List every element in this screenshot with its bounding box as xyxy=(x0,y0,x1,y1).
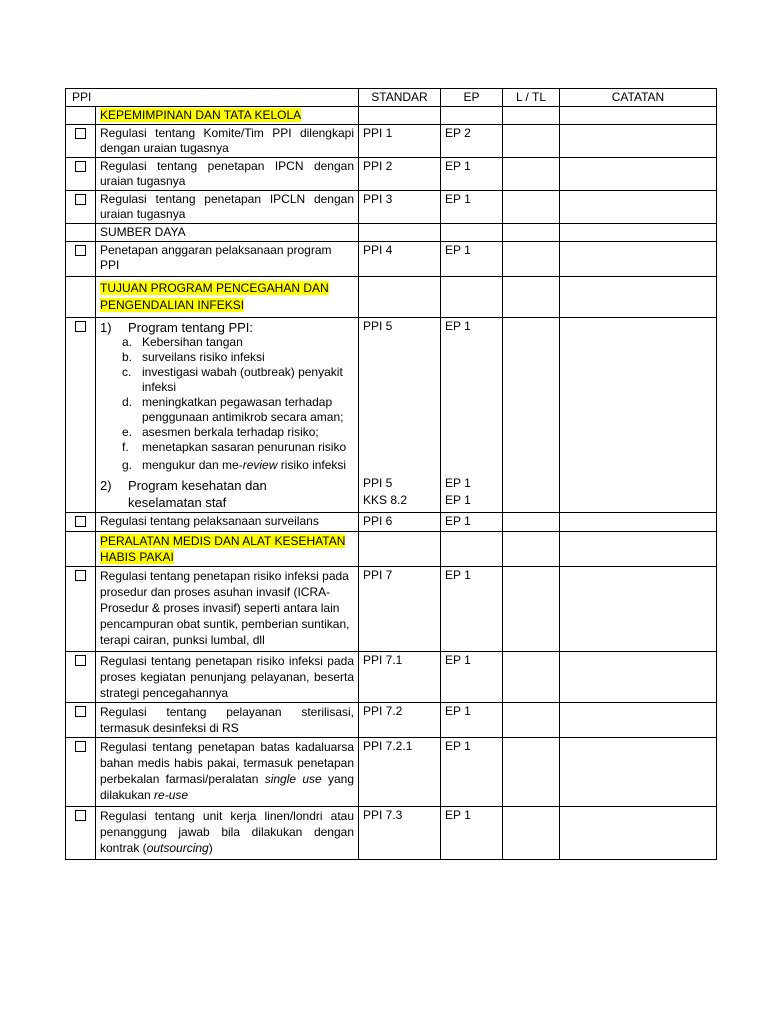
section-title-line1: PERALATAN MEDIS DAN ALAT KESEHATAN xyxy=(100,534,346,548)
section-title: KEPEMIMPINAN DAN TATA KELOLA xyxy=(100,108,302,122)
list-item: f. menetapkan sasaran penurunan risiko xyxy=(122,440,347,454)
checkbox[interactable] xyxy=(75,194,86,205)
checkbox[interactable] xyxy=(75,706,86,717)
checkbox[interactable] xyxy=(75,516,86,527)
ltl-cell[interactable] xyxy=(503,158,560,191)
list-item: g. mengukur dan me-review risiko infeksi xyxy=(122,458,347,472)
table-row xyxy=(66,242,717,277)
list-item: c. investigasi wabah (outbreak) penyakit infeksi xyxy=(122,365,343,394)
catatan-cell[interactable] xyxy=(560,807,717,860)
checkbox[interactable] xyxy=(75,810,86,821)
header-ltl: L / TL xyxy=(503,89,560,107)
ppi-checklist-table xyxy=(65,88,717,860)
ltl-cell[interactable] xyxy=(503,652,560,703)
row-text: Regulasi tentang penetapan risiko infeksi pada prosedur dan proses asuhan invasif (ICRA-Prosedur & proses invasif) seperti antara lain pencampuran obat suntik, pemberian suntikan, terapi cairan, punksi lumbal, dll xyxy=(96,567,359,652)
row-ep: EP 1 xyxy=(441,738,503,807)
ltl-cell[interactable] xyxy=(503,513,560,532)
row-ep: EP 2 xyxy=(441,125,503,158)
list-item: a. Kebersihan tangan xyxy=(122,335,243,349)
section-title-line1: TUJUAN PROGRAM PENCEGAHAN DAN xyxy=(100,281,329,295)
catatan-cell[interactable] xyxy=(560,158,717,191)
catatan-cell[interactable] xyxy=(560,652,717,703)
row-ep: EP 1 xyxy=(441,191,503,224)
row-text: Regulasi tentang pelayanan sterilisasi, termasuk desinfeksi di RS xyxy=(96,703,359,738)
row-ep: EP 1 xyxy=(441,242,503,277)
ltl-cell[interactable] xyxy=(503,125,560,158)
row-text: Regulasi tentang unit kerja linen/londri atau penanggung jawab bila dilakukan dengan kontrak (outsourcing) xyxy=(96,807,359,860)
checkbox[interactable] xyxy=(75,161,86,172)
table-row xyxy=(66,738,717,807)
ltl-cell[interactable] xyxy=(503,242,560,277)
row-standar: PPI 5 xyxy=(363,319,393,333)
row-text: Regulasi tentang Komite/Tim PPI dilengkapi dengan uraian tugasnya xyxy=(96,125,359,158)
checkbox[interactable] xyxy=(75,570,86,581)
row-ep: EP 1 xyxy=(445,476,471,490)
table-row xyxy=(66,807,717,860)
catatan-cell[interactable] xyxy=(560,703,717,738)
row-standar: PPI 7.2 xyxy=(359,703,441,738)
catatan-cell[interactable] xyxy=(560,567,717,652)
row-standar: PPI 7.2.1 xyxy=(359,738,441,807)
ltl-cell[interactable] xyxy=(503,807,560,860)
header-ppi: PPI xyxy=(66,89,359,107)
row-standar: PPI 7.1 xyxy=(359,652,441,703)
table-row xyxy=(66,158,717,191)
ltl-cell[interactable] xyxy=(503,738,560,807)
row-standar: PPI 1 xyxy=(359,125,441,158)
row-standar: PPI 7 xyxy=(359,567,441,652)
table-row xyxy=(66,125,717,158)
section-title-line2: PENGENDALIAN INFEKSI xyxy=(100,298,245,312)
checkbox[interactable] xyxy=(75,655,86,666)
checkbox[interactable] xyxy=(75,245,86,256)
ltl-cell[interactable] xyxy=(503,318,560,513)
catatan-cell[interactable] xyxy=(560,125,717,158)
section-row xyxy=(66,532,717,567)
catatan-cell[interactable] xyxy=(560,318,717,513)
row-text: Regulasi tentang pelaksanaan surveilans xyxy=(96,513,359,532)
row-text: Regulasi tentang penetapan risiko infeksi pada proses kegiatan penunjang pelayanan, beserta strategi pencegahannya xyxy=(96,652,359,703)
row-ep: EP 1 xyxy=(445,493,471,507)
section-row xyxy=(66,277,717,318)
row-text: Penetapan anggaran pelaksanaan program PPI xyxy=(96,242,359,277)
ltl-cell[interactable] xyxy=(503,567,560,652)
row-ep: EP 1 xyxy=(441,807,503,860)
row-text: Regulasi tentang penetapan batas kadaluarsa bahan medis habis pakai, termasuk penetapan perbekalan farmasi/peralatan single use yang dilakukan re-use xyxy=(96,738,359,807)
header-ep: EP xyxy=(441,89,503,107)
section-row xyxy=(66,224,717,242)
row-ep: EP 1 xyxy=(441,703,503,738)
header-row xyxy=(66,89,717,107)
row-standar: PPI 2 xyxy=(359,158,441,191)
list-item: d. meningkatkan pegawasan terhadap penggunaan antimikrob secara aman; xyxy=(122,395,344,424)
ltl-cell[interactable] xyxy=(503,703,560,738)
table-row xyxy=(66,652,717,703)
row-standar: KKS 8.2 xyxy=(363,493,408,507)
catatan-cell[interactable] xyxy=(560,242,717,277)
table-row-program xyxy=(66,318,717,513)
program-ppi-title: 1) Program tentang PPI: xyxy=(100,320,254,335)
section-title: SUMBER DAYA xyxy=(96,224,359,242)
checkbox[interactable] xyxy=(75,321,86,332)
section-row xyxy=(66,107,717,125)
program-ppi-list xyxy=(100,335,354,473)
list-item: e. asesmen berkala terhadap risiko; xyxy=(122,425,319,439)
catatan-cell[interactable] xyxy=(560,191,717,224)
program-k3-title: 2) Program kesehatan dan keselamatan staf xyxy=(100,478,267,510)
catatan-cell[interactable] xyxy=(560,513,717,532)
checkbox[interactable] xyxy=(75,741,86,752)
table-row xyxy=(66,567,717,652)
header-standar: STANDAR xyxy=(359,89,441,107)
table-row xyxy=(66,191,717,224)
row-ep: EP 1 xyxy=(445,319,471,333)
row-ep: EP 1 xyxy=(441,652,503,703)
table-row xyxy=(66,703,717,738)
ltl-cell[interactable] xyxy=(503,191,560,224)
list-item: b. surveilans risiko infeksi xyxy=(122,350,265,364)
row-standar: PPI 5 xyxy=(363,476,393,490)
row-text: Regulasi tentang penetapan IPCLN dengan uraian tugasnya xyxy=(96,191,359,224)
row-ep: EP 1 xyxy=(441,158,503,191)
row-standar: PPI 4 xyxy=(359,242,441,277)
catatan-cell[interactable] xyxy=(560,738,717,807)
row-ep: EP 1 xyxy=(441,513,503,532)
row-standar: PPI 6 xyxy=(359,513,441,532)
row-standar: PPI 3 xyxy=(359,191,441,224)
section-title-line2: HABIS PAKAI xyxy=(100,550,174,564)
row-ep: EP 1 xyxy=(441,567,503,652)
row-standar: PPI 7.3 xyxy=(359,807,441,860)
checkbox[interactable] xyxy=(75,128,86,139)
header-catatan: CATATAN xyxy=(560,89,717,107)
table-row xyxy=(66,513,717,532)
row-text: Regulasi tentang penetapan IPCN dengan uraian tugasnya xyxy=(96,158,359,191)
